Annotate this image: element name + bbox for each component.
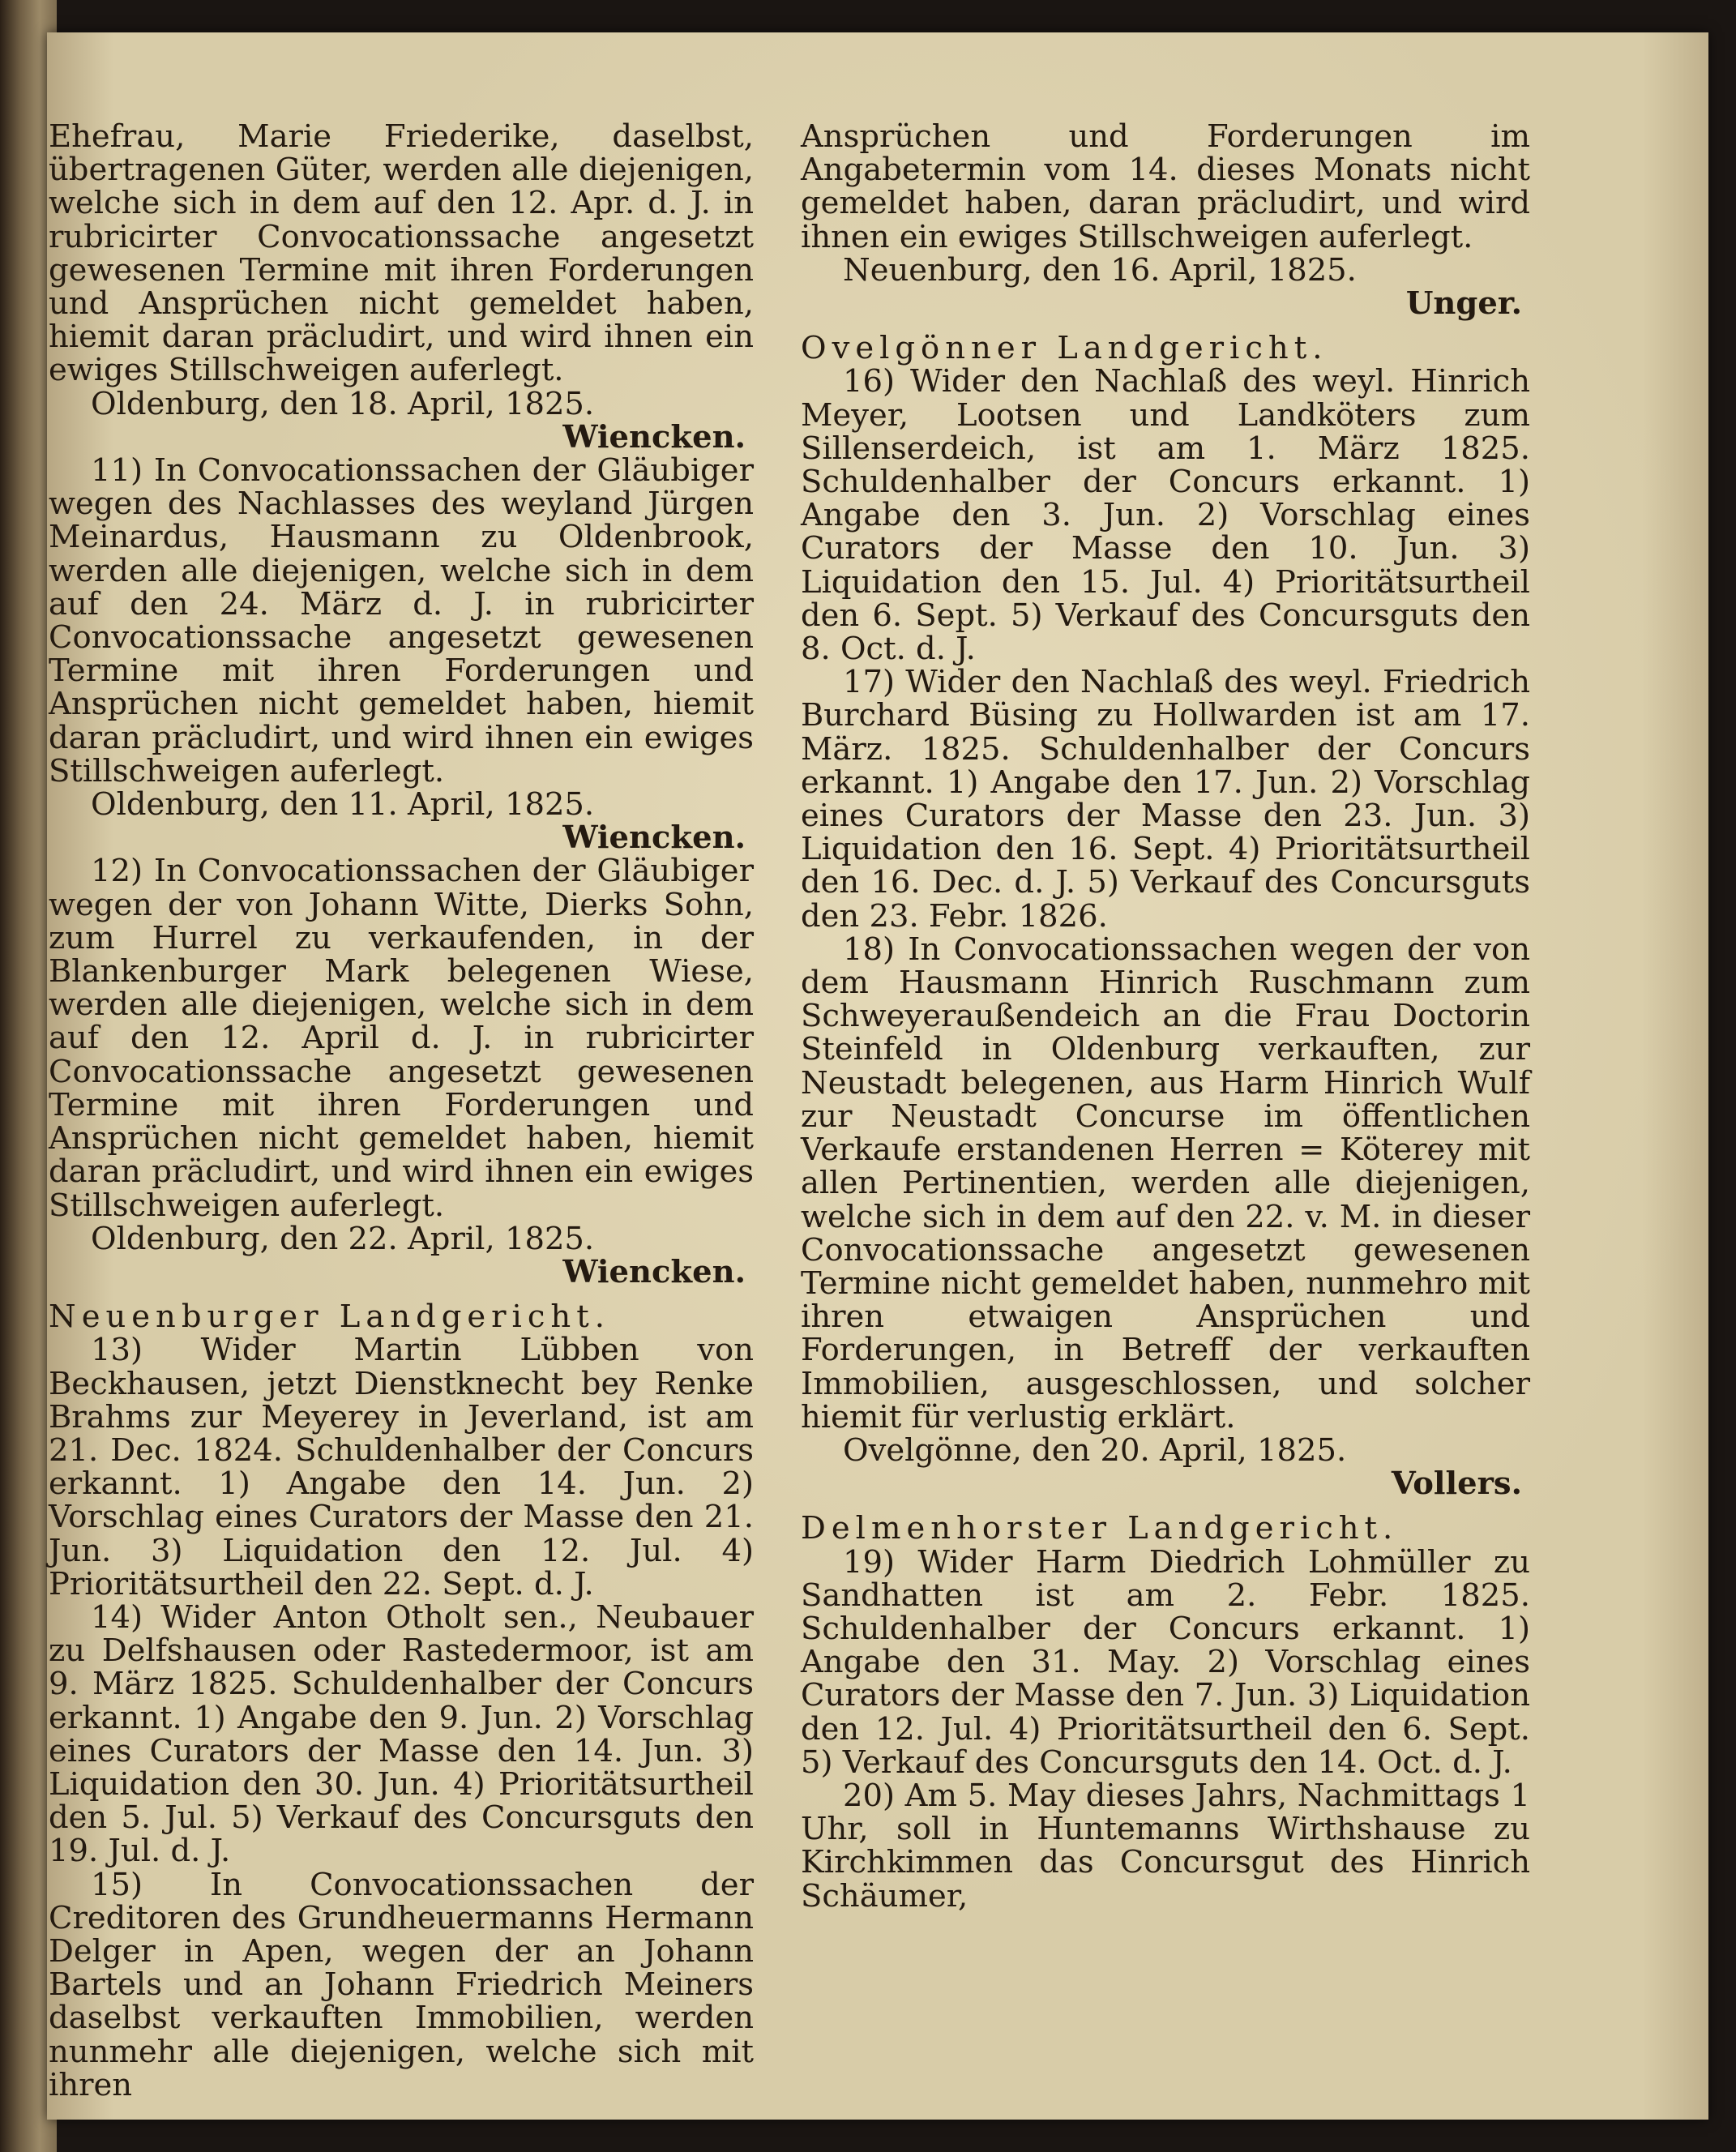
dateline: Oldenburg, den 18. April, 1825. xyxy=(91,385,595,422)
notice-15: 15) In Convocationssachen der Creditoren des Grundheuermanns Hermann Delger in Apen, wegen der an Johann Bartels und an Johann Friedrich Meiners daselbst verkauften Immobilien, werden nunmehr alle diejenigen, welche sich mit ihren xyxy=(49,1866,754,2103)
notice-14: 14) Wider Anton Otholt sen., Neubauer zu Delfshausen oder Rastedermoor, ist am 9. März 1825. Schuldenhalber der Concurs erkannt. 1) Angabe den 9. Jun. 2) Vorschlag eines Curators der Masse den 14. Jun. 3) Liquidation den 30. Jun. 4) Prioritätsurtheil den 5. Jul. 5) Verkauf des Concursguts den 19. Jul. d. J. xyxy=(49,1598,754,1870)
notice-11: 11) In Convocationssachen der Gläubiger wegen des Nachlasses des weyland Jürgen Meinardus, Hausmann zu Oldenbrook, werden alle diejenigen, welche sich in dem auf den 24. März d. J. in rubricirter Convocationssache angesetzt gewesenen Termine mit ihren Forderungen und Ansprüchen nicht gemeldet haben, hiemit daran präcludirt, und wird ihnen ein ewiges Stillschweigen auferlegt. xyxy=(49,452,754,789)
section-heading: Ovelgönner Landgericht. xyxy=(801,330,1328,367)
signature: Wiencken. xyxy=(562,418,746,456)
signature: Wiencken. xyxy=(562,819,746,857)
dateline: Oldenburg, den 11. April, 1825. xyxy=(91,786,595,824)
notice-20: 20) Am 5. May dieses Jahrs, Nachmittags 1 Uhr, soll in Huntemanns Wirthshause zu Kirchkimmen das Concursgut des Hinrich Schäumer, xyxy=(801,1777,1530,1915)
section-heading: Neuenburger Landgericht. xyxy=(49,1298,610,1336)
paragraph-continuation: Ehefrau, Marie Friederike, daselbst, übertragenen Güter, werden alle diejenigen, welche sich in dem auf den 12. Apr. d. J. in rubricirter Convocationssache angesetzt gewesenen Termine mit ihren Forderungen und Ansprüchen nicht gemeldet haben, hiemit daran präcludirt, und wird ihnen ein ewiges Stillschweigen auferlegt. xyxy=(49,118,754,389)
left-column xyxy=(47,120,754,2102)
dateline: Neuenburg, den 16. April, 1825. xyxy=(843,251,1357,289)
document-page xyxy=(47,32,1708,2120)
notice-17: 17) Wider den Nachlaß des weyl. Friedrich Burchard Büsing zu Hollwarden ist am 17. März. 1825. Schuldenhalber der Concurs erkannt. 1) Angabe den 17. Jun. 2) Vorschlag eines Curators der Masse den 23. Jun. 3) Liquidation den 16. Sept. 4) Prioritätsurtheil den 16. Dec. d. J. 5) Verkauf des Concursguts den 23. Febr. 1826. xyxy=(801,664,1530,935)
signature: Unger. xyxy=(1405,285,1522,323)
notice-18: 18) In Convocationssachen wegen der von dem Hausmann Hinrich Ruschmann zum Schweyeraußendeich an die Frau Doctorin Steinfeld in Oldenburg verkauften, zur Neustadt belegenen, aus Harm Hinrich Wulf zur Neustadt Concurse im öffentlichen Verkaufe erstandenen Herren = Köterey mit allen Pertinentien, werden alle diejenigen, welche sich in dem auf den 22. v. M. in dieser Convocationssache angesetzt gewesenen Termine nicht gemeldet haben, nunmehro mit ihren etwaigen Ansprüchen und Forderungen, in Betreff der verkauften Immobilien, ausgeschlossen, und solcher hiemit für verlustig erklärt. xyxy=(801,931,1530,1435)
paragraph-continuation: Ansprüchen und Forderungen im Angabetermin vom 14. dieses Monats nicht gemeldet haben, daran präcludirt, und wird ihnen ein ewiges Stillschweigen auferlegt. xyxy=(801,118,1530,255)
notice-12: 12) In Convocationssachen der Gläubiger wegen der von Johann Witte, Dierks Sohn, zum Hurrel zu verkaufenden, in der Blankenburger Mark belegenen Wiese, werden alle diejenigen, welche sich in dem auf den 12. April d. J. in rubricirter Convocationssache angesetzt gewesenen Termine mit ihren Forderungen und Ansprüchen nicht gemeldet haben, hiemit daran präcludirt, und wird ihnen ein ewiges Stillschweigen auferlegt. xyxy=(49,853,754,1224)
signature: Wiencken. xyxy=(562,1253,746,1290)
notice-13: 13) Wider Martin Lübben von Beckhausen, jetzt Dienstknecht bey Renke Brahms zur Meyerey in Jeverland, ist am 21. Dec. 1824. Schuldenhalber der Concurs erkannt. 1) Angabe den 14. Jun. 2) Vorschlag eines Curators der Masse den 21. Jun. 3) Liquidation den 12. Jul. 4) Prioritätsurtheil den 22. Sept. d. J. xyxy=(49,1332,754,1602)
signature: Vollers. xyxy=(1391,1465,1522,1503)
notice-19: 19) Wider Harm Diedrich Lohmüller zu Sandhatten ist am 2. Febr. 1825. Schuldenhalber der Concurs erkannt. 1) Angabe den 31. May. 2) Vorschlag eines Curators der Masse den 7. Jun. 3) Liquidation den 12. Jul. 4) Prioritätsurtheil den 6. Sept. 5) Verkauf des Concursguts den 14. Oct. d. J. xyxy=(801,1543,1530,1781)
right-column xyxy=(801,120,1530,1913)
notice-16: 16) Wider den Nachlaß des weyl. Hinrich Meyer, Lootsen und Landköters zum Sillenserdeich, ist am 1. März 1825. Schuldenhalber der Concurs erkannt. 1) Angabe den 3. Jun. 2) Vorschlag eines Curators der Masse den 10. Jun. 3) Liquidation den 15. Jul. 4) Prioritätsurtheil den 6. Sept. 5) Verkauf des Concursguts den 8. Oct. d. J. xyxy=(801,363,1530,668)
dateline: Oldenburg, den 22. April, 1825. xyxy=(91,1220,595,1257)
dateline: Ovelgönne, den 20. April, 1825. xyxy=(843,1431,1347,1469)
section-heading: Delmenhorster Landgericht. xyxy=(801,1510,1399,1547)
